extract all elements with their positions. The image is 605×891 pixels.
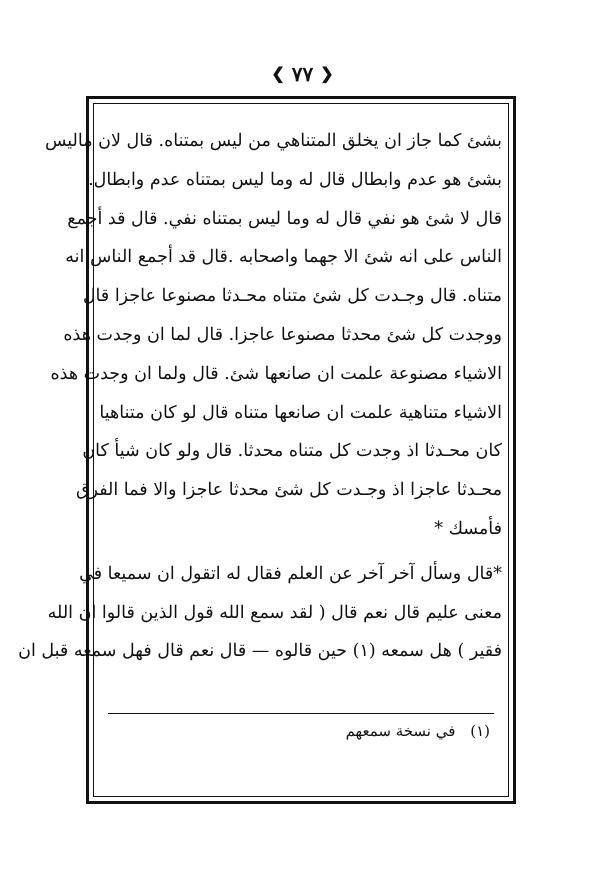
page-frame — [18, 96, 516, 804]
page-frame-inner — [18, 103, 509, 797]
text-line: فأمسك * — [434, 518, 502, 539]
text-line: متناه. قال وجـدت كل شئ متناه محـدثا مصنوعا عاجزا قال — [82, 286, 502, 307]
text-line: ووجدت كل شئ محدثا مصنوعا عاجزا. قال لما ان وجدت هذه — [63, 324, 502, 345]
text-line: فقير ) هل سمعه (١) حين قالوه — قال نعم قال فهل سمعه قبل ان — [18, 641, 502, 662]
text-line: كان محـدثا اذ وجدت كل متناه محدثا. قال ولو كان شيأ كان — [82, 441, 502, 462]
text-line: بشئ هو عدم وابطال قال له وما ليس بمتناه عدم وابطال. — [88, 169, 502, 190]
page-number-text: ٧٧ — [291, 62, 314, 86]
text-line: معنى عليم قال نعم قال ( لقد سمع الله قول الذين قالوا ان الله — [47, 602, 502, 623]
body-text — [18, 122, 502, 671]
text-line: الاشياء متناهية علمت ان صانعها متناه قال لو كان متناهيا — [99, 402, 502, 423]
text-line: *قال وسأل آخر آخر عن العلم فقال له اتقول ان سميعا في — [79, 563, 502, 584]
footnote — [346, 722, 490, 740]
ornament-left-icon: ❮ — [271, 64, 285, 83]
footnote-text: في نسخة سمعهم — [345, 722, 456, 740]
page-number — [0, 62, 605, 86]
footnote-divider — [108, 713, 494, 714]
text-line: الاشياء مصنوعة علمت ان صانعها شئ. قال ولما ان وجدت هذه — [50, 363, 502, 384]
text-line: الناس على انه شئ الا جهما واصحابه .قال قد أجمع الناس انه — [65, 247, 502, 268]
text-line: بشئ كما جاز ان يخلق المتناهي من ليس بمتناه. قال لان ماليس — [44, 131, 502, 151]
text-line: محـدثا عاجزا اذ وجـدت كل شئ محدثا عاجزا والا فما الفرق — [75, 480, 502, 501]
text-line: قال لا شئ هو نفي قال له وما ليس بمتناه نفي. قال قد أجمع — [67, 208, 502, 229]
ornament-right-icon: ❯ — [320, 64, 334, 83]
footnote-number: (١) — [470, 722, 490, 740]
